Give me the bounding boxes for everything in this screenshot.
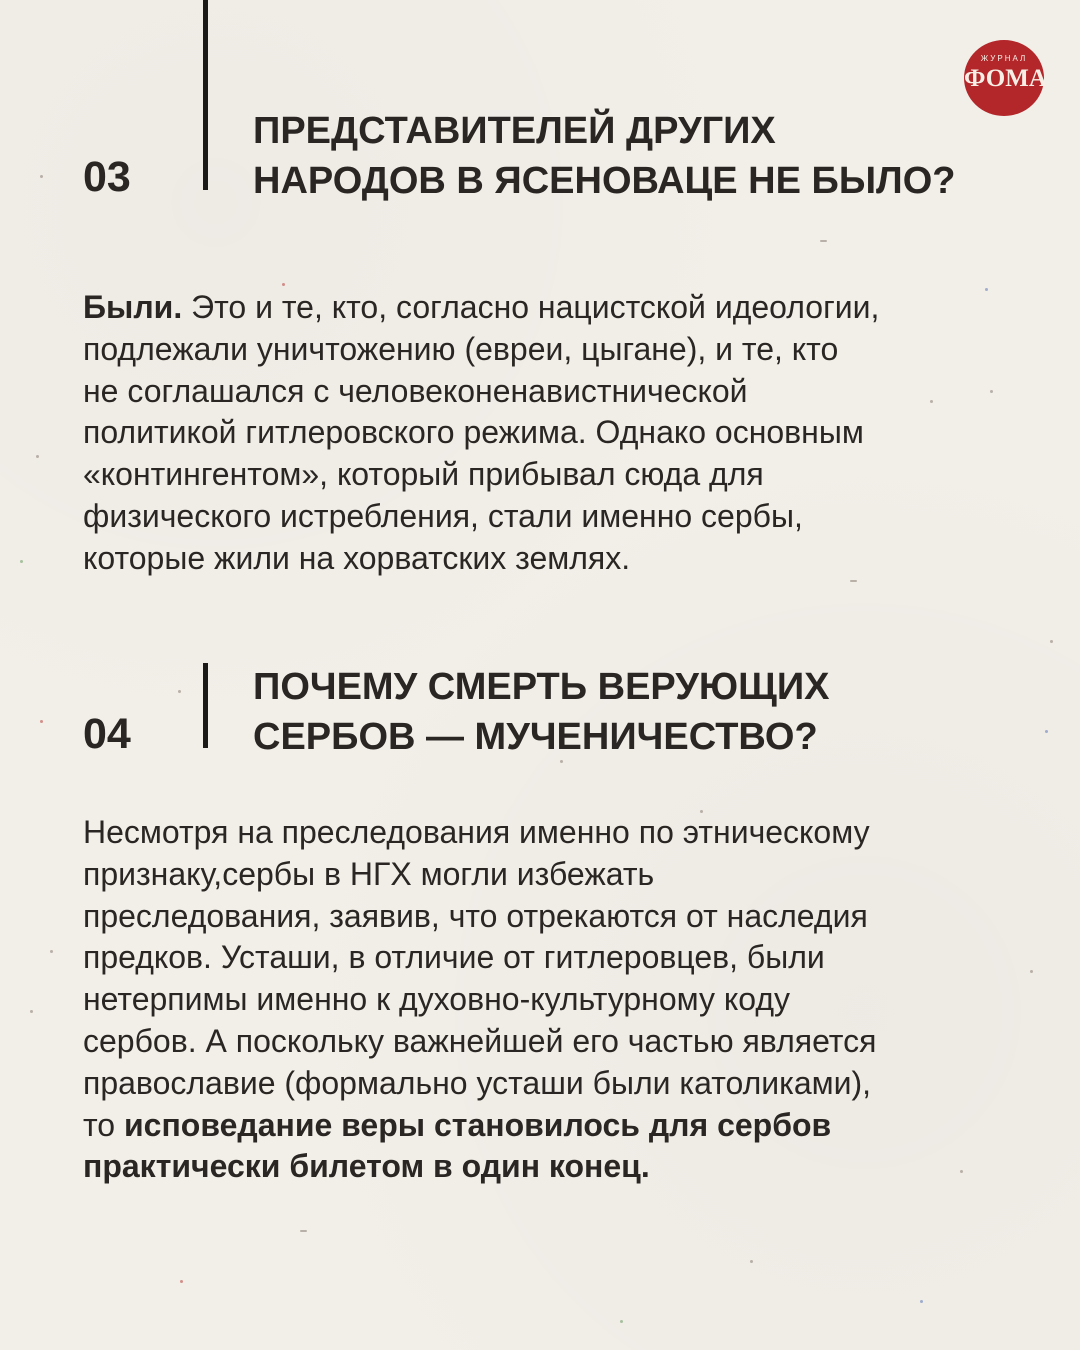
body-line: преследования, заявив, что отрекаются от наследия (83, 897, 868, 934)
body-line: не соглашался с человеконенавистнической (83, 372, 748, 409)
body-line (83, 287, 1033, 329)
body-line: политикой гитлеровского режима. Однако основным (83, 414, 864, 451)
paper-speck (282, 283, 285, 286)
paper-speck (40, 175, 43, 178)
body-line (83, 1105, 1033, 1147)
body-line: православие (формально усташи были католиками), (83, 1064, 872, 1101)
body-tail-bold: исповедание веры становилось для сербов (123, 1106, 832, 1143)
body-lead-bold: Были. (83, 289, 183, 325)
paper-speck (850, 580, 857, 582)
paper-speck (180, 1280, 183, 1283)
section-heading (253, 662, 829, 762)
heading-line: СЕРБОВ — МУЧЕНИЧЕСТВО? (253, 716, 818, 758)
body-tail-prefix: то (83, 1106, 124, 1143)
heading-line: НАРОДОВ В ЯСЕНОВАЦЕ НЕ БЫЛО? (253, 160, 956, 202)
paper-speck (820, 240, 827, 242)
foma-logo (964, 40, 1047, 116)
paper-speck (40, 720, 43, 723)
section-heading (253, 106, 955, 206)
section-number: 03 (83, 153, 131, 201)
body-line-bold: практически билетом в один конец. (83, 1148, 650, 1185)
paper-speck (50, 950, 53, 953)
body-line: подлежали уничтожению (евреи, цыгане), и те, кто (83, 330, 839, 367)
body-line: нетерпимы именно к духовно-культурному коду (83, 981, 791, 1018)
paper-speck (920, 1300, 923, 1303)
body-line: сербов. А поскольку важнейшей его частью является (83, 1022, 877, 1059)
logo-big-text: ФОМА (964, 65, 1047, 92)
body-line: которые жили на хорватских землях. (83, 539, 631, 576)
heading-line: ПРЕДСТАВИТЕЛЕЙ ДРУГИХ (253, 110, 776, 152)
section-divider-bar (203, 0, 208, 190)
body-line: физического истребления, стали именно сербы, (83, 497, 803, 534)
body-line: признаку,сербы в НГХ могли избежать (83, 855, 655, 892)
paper-speck (300, 1230, 307, 1232)
paper-speck (20, 560, 23, 563)
heading-line: ПОЧЕМУ СМЕРТЬ ВЕРУЮЩИХ (253, 666, 830, 708)
paper-speck (750, 1260, 753, 1263)
body-line: Несмотря на преследования именно по этническому (83, 814, 870, 850)
paper-speck (620, 1320, 623, 1323)
logo-small-text: ЖУРНАЛ (980, 54, 1028, 63)
section-body (83, 812, 1033, 1188)
paper-speck (1045, 730, 1048, 733)
section-body (83, 287, 1033, 580)
section-number: 04 (83, 710, 131, 758)
body-line: «контингентом», который прибывал сюда для (83, 456, 764, 493)
body-line: предков. Усташи, в отличие от гитлеровцев, были (83, 939, 825, 976)
section-divider-bar (203, 663, 208, 748)
paper-speck (1050, 640, 1053, 643)
paper-speck (30, 1010, 33, 1013)
paper-speck (178, 690, 181, 693)
paper-speck (36, 455, 39, 458)
body-line-text: Это и те, кто, согласно нацистской идеологии, (182, 289, 880, 325)
